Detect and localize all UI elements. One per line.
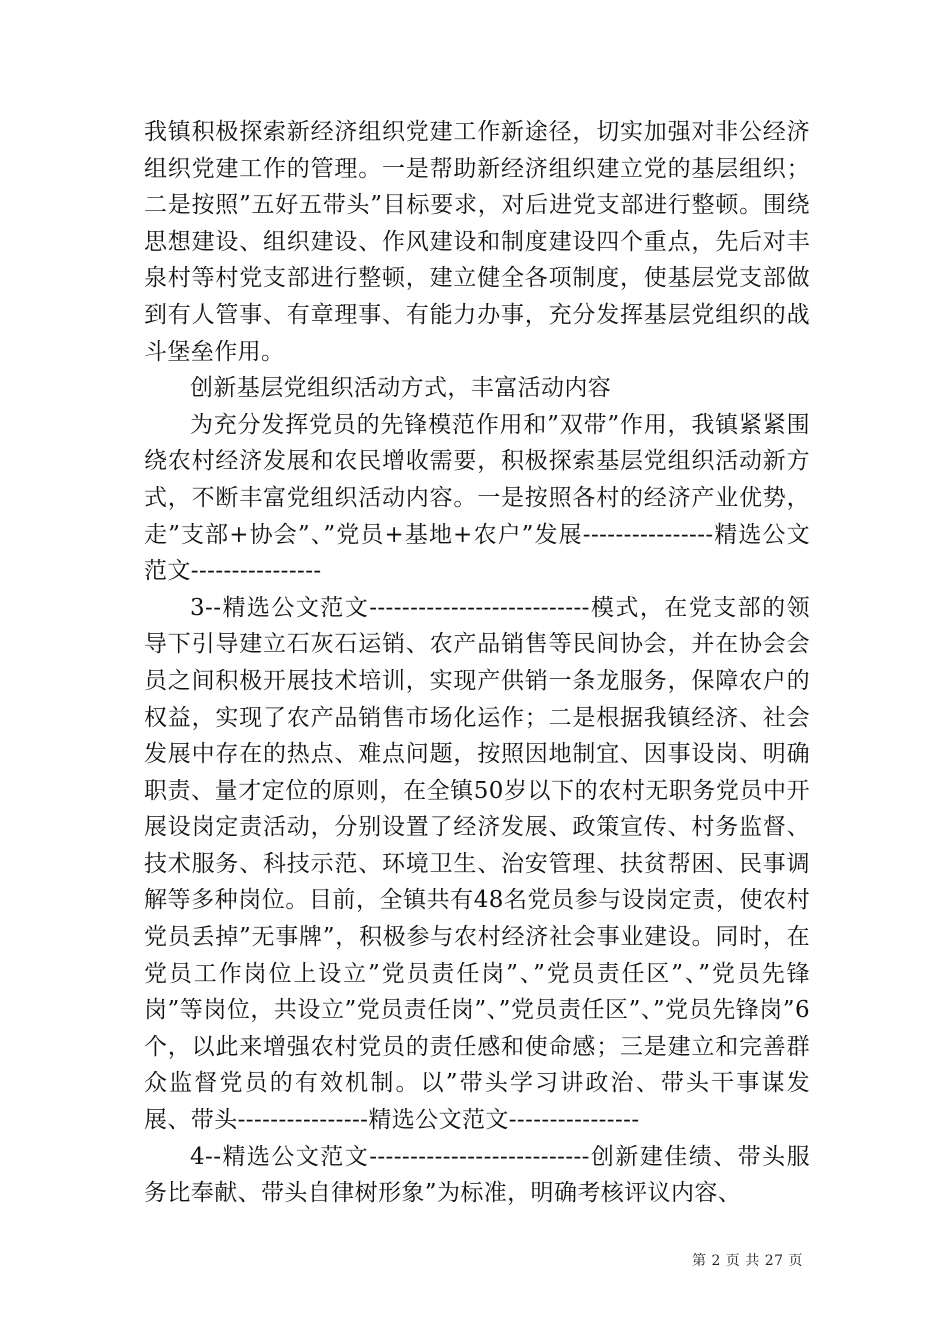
- section-heading: 创新基层党组织活动方式，丰富活动内容: [190, 375, 612, 402]
- body-paragraph: 4--精选公文范文---------------------------创新建佳绩、带头服务比奉献、带头自律树形象”为标准，明确考核评议内容、: [144, 1143, 810, 1207]
- body-paragraph: 为充分发挥党员的先锋模范作用和”双带”作用，我镇紧紧围绕农村经济发展和农民增收需要，积极探索基层党组织活动新方式，不断丰富党组织活动内容。一是按照各村的经济产业优势，走”支部+协会”、”党员+基地+农户”发展----------------精选公文范文----------------: [144, 411, 810, 585]
- body-paragraph: 3--精选公文范文---------------------------模式，在党支部的领导下引导建立石灰石运销、农产品销售等民间协会，并在协会会员之间积极开展技术培训，实现产供销一条龙服务，保障农户的权益，实现了农产品销售市场化运作；二是根据我镇经济、社会发展中存在的热点、难点问题，按照因地制宜、因事设岗、明确职责、量才定位的原则，在全镇50岁以下的农村无职务党员中开展设岗定责活动，分别设置了经济发展、政策宣传、村务监督、技术服务、科技示范、环境卫生、治安管理、扶贫帮困、民事调解等多种岗位。目前，全镇共有48名党员参与设岗定责，使农村党员丢掉”无事牌”，积极参与农村经济社会事业建设。同时，在党员工作岗位上设立”党员责任岗”、”党员责任区”、”党员先锋岗”等岗位，共设立”党员责任岗”、”党员责任区”、”党员先锋岗”6个，以此来增强农村党员的责任感和使命感；三是建立和完善群众监督党员的有效机制。以”带头学习讲政治、带头干事谋发展、带头----------------精选公文范文----------------: [144, 594, 810, 1134]
- page-number: 第 2 页 共 27 页: [692, 1253, 803, 1269]
- body-paragraph: 我镇积极探索新经济组织党建工作新途径，切实加强对非公经济组织党建工作的管理。一是帮助新经济组织建立党的基层组织；二是按照”五好五带头”目标要求，对后进党支部进行整顿。围绕思想建设、组织建设、作风建设和制度建设四个重点，先后对丰泉村等村党支部进行整顿，建立健全各项制度，使基层党支部做到有人管事、有章理事、有能力办事，充分发挥基层党组织的战斗堡垒作用。: [144, 119, 810, 365]
- document-body: [144, 114, 810, 1212]
